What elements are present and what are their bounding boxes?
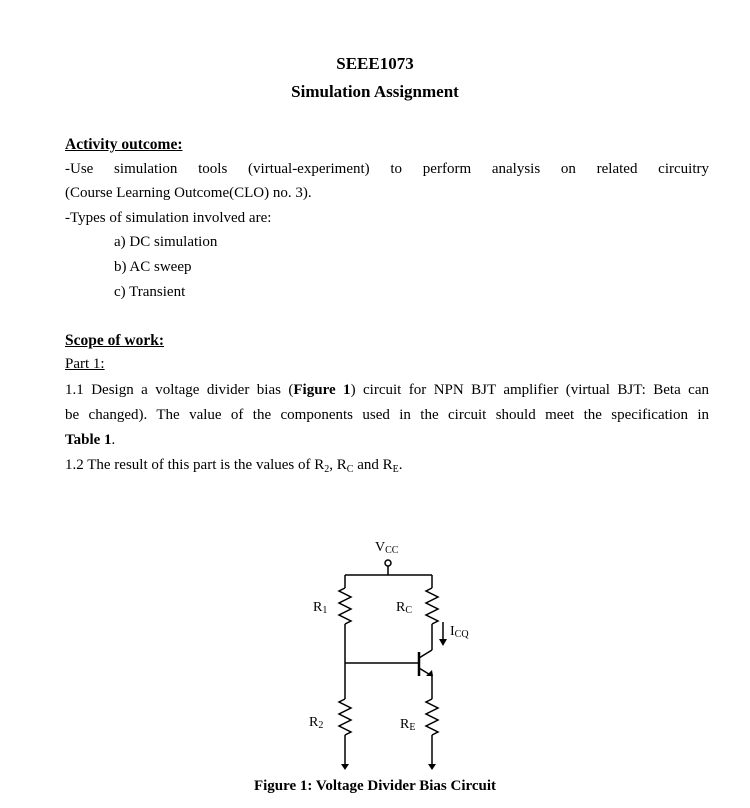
r2-ground-icon <box>341 764 349 770</box>
part-1-label: Part 1: <box>65 356 105 372</box>
type-dc-simulation: a) DC simulation <box>114 234 218 250</box>
figure-caption: Figure 1: Voltage Divider Bias Circuit <box>253 778 497 794</box>
rc-resistor <box>426 588 438 624</box>
r2-label: R2 <box>309 715 324 731</box>
icq-label: ICQ <box>450 624 469 640</box>
rc-label: RC <box>396 600 413 616</box>
re-label: RE <box>400 717 416 733</box>
activity-line-1: -Use simulation tools (virtual-experiment) to perform analysis on related circuitry <box>65 161 709 177</box>
types-intro: -Types of simulation involved are: <box>65 210 272 226</box>
type-ac-sweep: b) AC sweep <box>114 259 192 275</box>
part-1-2-line: 1.2 The result of this part is the values of $R_2$, $R_C$ and $R_E$. <box>65 457 403 475</box>
r1-resistor <box>339 588 351 624</box>
part-1-1-line-2: be changed). The value of the components used in the circuit should meet the specification in <box>65 407 709 423</box>
activity-outcome-heading: Activity outcome: <box>65 136 183 153</box>
activity-line-2: (Course Learning Outcome(CLO) no. 3). <box>65 185 312 201</box>
assignment-title: Simulation Assignment <box>291 82 459 101</box>
part-1-1-line-3: Table 1. <box>65 432 116 448</box>
re-resistor <box>426 699 438 735</box>
course-code: SEEE1073 <box>336 54 414 73</box>
vcc-label: VCC <box>375 540 399 556</box>
part-1-1-line-1: 1.1 Design a voltage divider bias (Figure 1) circuit for NPN BJT amplifier (virtual BJT: Beta can <box>65 382 709 398</box>
vcc-terminal <box>385 560 391 566</box>
type-transient: c) Transient <box>114 284 186 300</box>
icq-arrowhead-icon <box>439 639 447 646</box>
r2-resistor <box>339 699 351 735</box>
scope-heading: Scope of work: <box>65 332 165 349</box>
voltage-divider-circuit-diagram <box>0 530 750 775</box>
re-ground-icon <box>428 764 436 770</box>
r1-label: R1 <box>313 600 328 616</box>
